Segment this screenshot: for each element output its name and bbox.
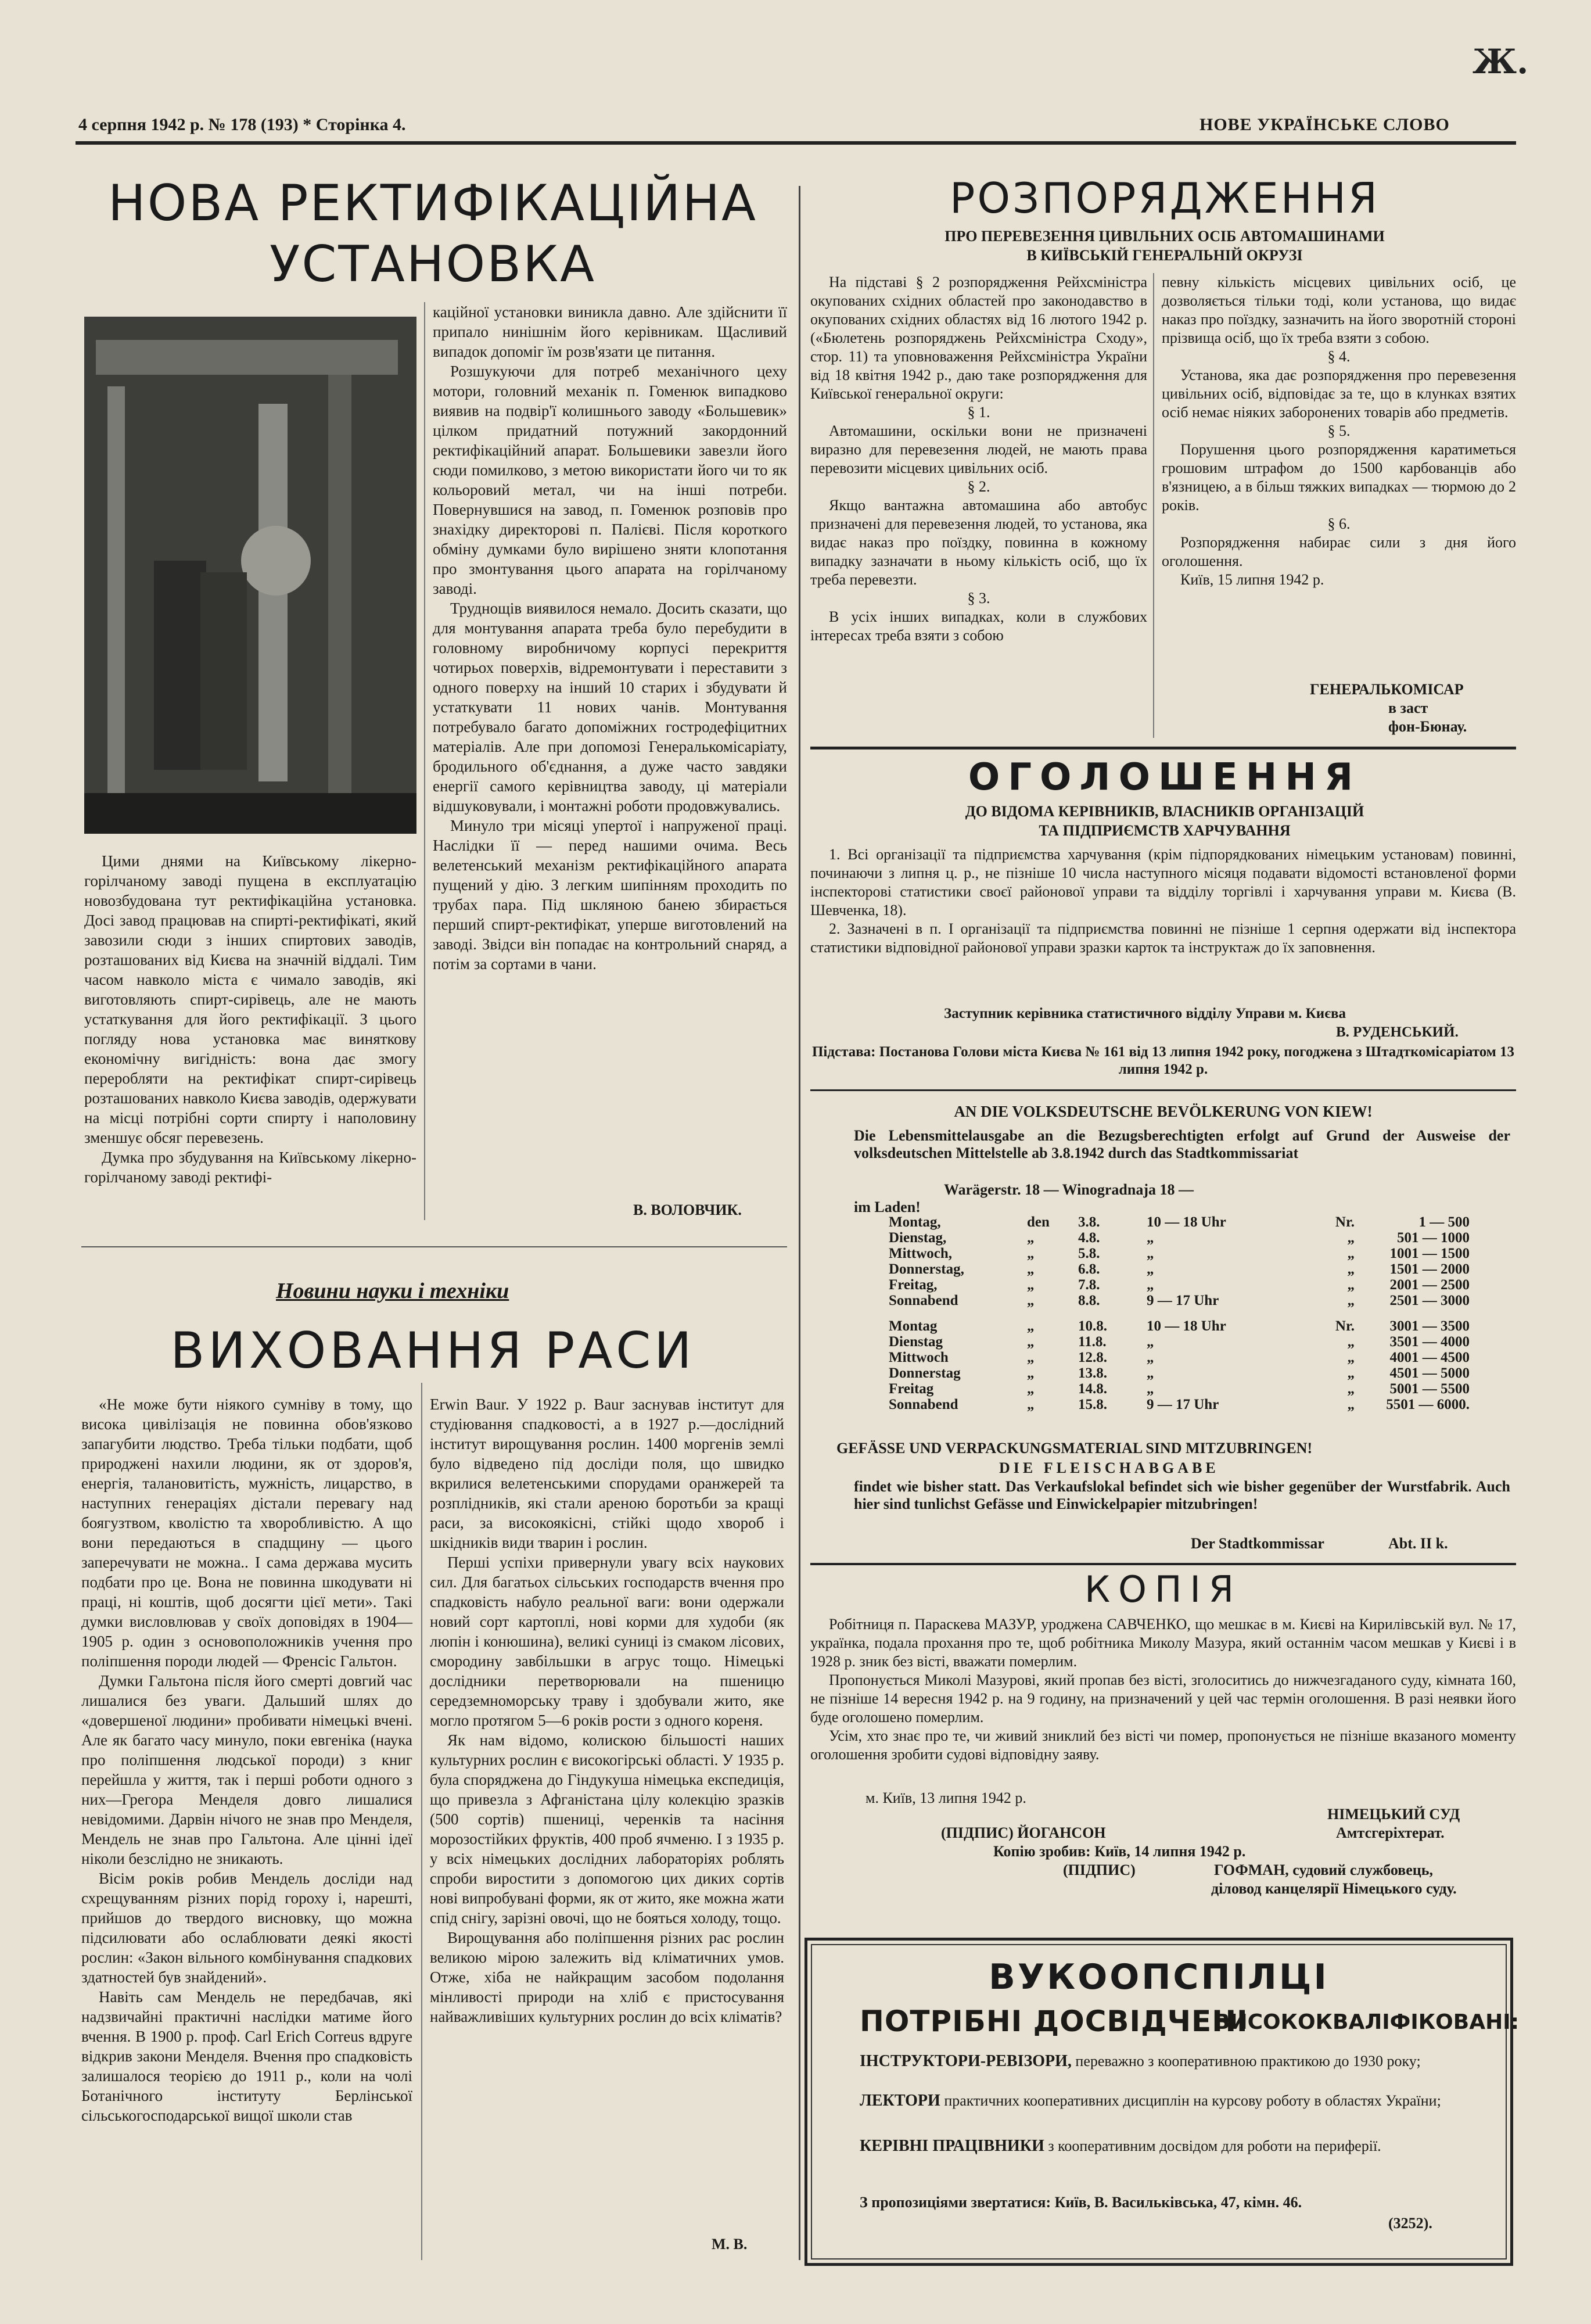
- issue-line: 4 серпня 1942 р. № 178 (193) * Сторінка 4.: [78, 115, 406, 134]
- order-subtitle-1: ПРО ПЕРЕВЕЗЕННЯ ЦИВІЛЬНИХ ОСІБ АВТОМАШИНАМИ: [944, 228, 1385, 245]
- schedule-cell-time: „: [1147, 1381, 1154, 1397]
- article-rect-author: В. ВОЛОВЧИК.: [633, 1202, 742, 1218]
- copy-title: КОПІЯ: [1084, 1568, 1242, 1611]
- schedule-cell-nr: „: [1347, 1246, 1355, 1261]
- copy-court: НІМЕЦЬКИЙ СУД: [1327, 1806, 1460, 1823]
- schedule-cell-den: „: [1027, 1334, 1035, 1350]
- schedule-row: [889, 1214, 1474, 1230]
- announcement-sub-1: ДО ВІДОМА КЕРІВНИКІВ, ВЛАСНИКІВ ОРГАНІЗАЦІЙ: [965, 803, 1364, 820]
- schedule-cell-den: „: [1027, 1318, 1035, 1334]
- factory-photo: [84, 317, 416, 834]
- schedule-cell-range: 1001 — 1500: [1389, 1246, 1470, 1261]
- schedule-cell-day: Sonnabend: [889, 1397, 958, 1412]
- schedule-cell-nr: „: [1347, 1365, 1355, 1381]
- schedule-row: [889, 1334, 1474, 1350]
- schedule-cell-nr: „: [1347, 1397, 1355, 1412]
- copy-sign-2-role: діловод канцелярії Німецького суду.: [1211, 1880, 1457, 1897]
- schedule-cell-time: 9 — 17 Uhr: [1147, 1397, 1219, 1412]
- schedule-cell-date: 5.8.: [1078, 1246, 1100, 1261]
- column-divider: [1153, 273, 1154, 738]
- science-rubric: Новини науки і техніки: [276, 1279, 509, 1303]
- schedule-cell-date: 3.8.: [1078, 1214, 1100, 1230]
- schedule-cell-date: 11.8.: [1078, 1334, 1107, 1350]
- schedule-cell-day: Montag: [889, 1318, 938, 1334]
- ad-item-3: КЕРІВНІ ПРАЦІВНИКИ з кооперативним досвідом для роботи на периферії.: [860, 2137, 1381, 2155]
- schedule-cell-den: „: [1027, 1277, 1035, 1293]
- schedule-cell-date: 14.8.: [1078, 1381, 1107, 1397]
- announcement-body: 1. Всі організації та підприємства харчування (крім підпорядкованих німецьким установам) повинні, починаючи з липня ц. р., не пізніше 10 числа наступного місяця подавати відомості встановленої форми інспекторові статистики своєї районової управи та відділу торгівлі і харчування управи м. Києва (В. Шевченка, 18). 2. Зазначені в п. І організації та підприємства повинні не пізніше 1 серпня одержати від інспектора статистики відповідної районової управи зразки карток та інструктаж до їх заповнення.: [810, 846, 1516, 956]
- column-divider: [424, 302, 425, 1220]
- schedule-cell-den: „: [1027, 1365, 1035, 1381]
- german-im-laden: im Laden!: [854, 1199, 921, 1215]
- schedule-cell-time: „: [1147, 1365, 1154, 1381]
- schedule-cell-nr: „: [1347, 1381, 1355, 1397]
- announcement-sign-role: Заступник керівника статистичного відділу Управи м. Києва: [944, 1006, 1346, 1021]
- schedule-cell-day: Sonnabend: [889, 1293, 958, 1308]
- schedule-cell-day: Montag,: [889, 1214, 941, 1230]
- science-rule-top: [81, 1246, 787, 1247]
- schedule-row: [889, 1365, 1474, 1381]
- schedule-cell-range: 2501 — 3000: [1389, 1293, 1470, 1308]
- header-rule: [76, 141, 1516, 145]
- ad-title: ВУКООПСПІЛЦІ: [989, 1957, 1329, 1997]
- order-subtitle-2: В КИЇВСЬКІЙ ГЕНЕРАЛЬНІЙ ОКРУЗІ: [1026, 247, 1303, 264]
- schedule-cell-day: Mittwoch: [889, 1350, 949, 1365]
- column-divider: [421, 1383, 422, 2260]
- schedule-row: [889, 1293, 1474, 1308]
- schedule-row: [889, 1397, 1474, 1412]
- schedule-cell-range: 2001 — 2500: [1389, 1277, 1470, 1293]
- copy-sign-2-name: ГОФМАН, судовий службовець,: [1214, 1862, 1433, 1878]
- copy-sign-1: (ПІДПИС) ЙОГАНСОН: [941, 1824, 1106, 1841]
- ad-need-line-2: ВИСОКОКВАЛІФІКОВАНІ:: [1214, 2010, 1519, 2034]
- corner-handwritten-mark: Ж.: [1473, 42, 1529, 81]
- schedule-row: [889, 1230, 1474, 1246]
- science-col1: «Не може бути ніякого сумніву в тому, що висока цивілізація не повинна обов'язково запагубити людство. Треба тільки подбати, щоб природжені нахили людини, як от здоров'я, енергія, талановитість, мужність, лицарство, в наступних генераціях дістали перевагу над боягузтвом, кволістю та хворобливістю. А що вони передаються в спадщину — цього заперечувати не можна.. І сама держава мусить подбати про це. Вона не повинна шкодувати ні праці, ні коштів, щоб досягти цієї мети». Такі думки висловлював у своїх доповідях в 1904—1905 р. один з основоположників учення про поліпшення породи людей — Френсіс Гальтон. Думки Гальтона після його смерті довгий час лишалися без уваги. Дальший шлях до «довершеної людини» пробивати німецькі вчені. Але як багато часу минуло, поки евгеніка (наука про поліпшення людської породи) з книг перейшла у життя, так і перші роботи одного з них—Грегора Менделя довго лишалися невідомими. Дарвін нічого не знав про Менделя, Мендель не знав про Гальтона. Але цінні ідеї ніколи безслідно не зникають. Вісім років робив Мендель досліди над схрещуванням різних порід гороху і, нарешті, прийшов до твердого висновку, що можна підсилювати або ослаблювати деякі якості рослин: «Закон вільного комбінування спадкових здатностей був знайдений». Навіть сам Мендель не передбачав, які надзвичайні практичні наслідки матиме його вчення. В 1900 р. проф. Carl Erich Correus вдруге відкрив закони Менделя. Вчення про спадковість залишалося теорією до 1911 р., коли на чолі Ботанічного інституту Берлінської сільськогосподарської вищої школи став: [81, 1396, 412, 2124]
- schedule-cell-den: „: [1027, 1397, 1035, 1412]
- german-intro: Die Lebensmittelausgabe an die Bezugsberechtigten erfolgt auf Grund der Ausweise der volksdeutschen Mittelstelle ab 3.8.1942 durch das Stadtkommissariat: [854, 1127, 1510, 1161]
- order-title: РОЗПОРЯДЖЕННЯ: [949, 174, 1380, 223]
- copy-place-date: м. Київ, 13 липня 1942 р.: [865, 1789, 1026, 1806]
- announcement-basis: Підстава: Постанова Голови міста Києва № 161 від 13 липня 1942 року, погоджена з Штадткомісаріатом 13 липня 1942 р.: [811, 1044, 1515, 1077]
- schedule-cell-day: Freitag: [889, 1381, 934, 1397]
- order-rule: [810, 747, 1516, 749]
- schedule-cell-range: 1 — 500: [1418, 1214, 1470, 1230]
- schedule-cell-time: „: [1147, 1334, 1154, 1350]
- schedule-cell-nr: „: [1347, 1293, 1355, 1308]
- schedule-row: [889, 1261, 1474, 1277]
- schedule-cell-den: „: [1027, 1293, 1035, 1308]
- schedule-cell-date: 10.8.: [1078, 1318, 1107, 1334]
- schedule-cell-range: 501 — 1000: [1397, 1230, 1470, 1246]
- schedule-cell-date: 4.8.: [1078, 1230, 1100, 1246]
- announcement-sign-name: В. РУДЕНСЬКИЙ.: [1336, 1024, 1459, 1040]
- schedule-cell-date: 6.8.: [1078, 1261, 1100, 1277]
- science-title: ВИХОВАННЯ РАСИ: [170, 1322, 695, 1380]
- schedule-cell-range: 4501 — 5000: [1389, 1365, 1470, 1381]
- schedule-cell-time: „: [1147, 1261, 1154, 1277]
- science-author: М. В.: [712, 2236, 748, 2253]
- german-rule: [810, 1563, 1516, 1565]
- copy-made: Копію зробив: Київ, 14 липня 1942 р.: [993, 1843, 1246, 1860]
- german-sign: Der Stadtkommissar: [1191, 1535, 1324, 1552]
- announcement-rule: [810, 1089, 1516, 1091]
- schedule-cell-day: Donnerstag,: [889, 1261, 964, 1277]
- schedule-cell-day: Freitag,: [889, 1277, 938, 1293]
- article-rect-col1: Цими днями на Київському лікерно-горілчаному заводі пущена в експлуатацію новозбудована тут ректифікаційна установка. Досі завод працював на спирті-ректифікаті, який завозили сюди з інших спиртових заводів, розташованих від Києва на значній віддалі. Тим часом навколо міста є чимало заводів, які виготовляють спирт-сирівець, але не мають устаткування для його ректифікації. З цього погляду нова установка має виняткову економічну вигідність: вона дає змогу переробляти на ректифікат спирт-сирівець розташованих навколо Києва заводів, одержувати на місці потрібні сорти спирту і наполовину зменшує обсяг перевезень. Думка про збудування на Київському лікерно-горілчаному заводі ректифі-: [84, 852, 417, 1186]
- german-meat-text: findet wie bisher statt. Das Verkaufslokal befindet sich wie bisher gegenüber der Wurstfabrik. Auch hier sind tunlichst Gefässe und Einwickelpapier mitzubringen!: [854, 1478, 1510, 1512]
- schedule-cell-den: „: [1027, 1350, 1035, 1365]
- schedule-cell-nr: Nr.: [1335, 1318, 1355, 1334]
- schedule-cell-nr: „: [1347, 1350, 1355, 1365]
- schedule-cell-day: Mittwoch,: [889, 1246, 952, 1261]
- order-sign-2: в заст: [1388, 700, 1428, 716]
- schedule-row: [889, 1381, 1474, 1397]
- newspaper-name: НОВЕ УКРАЇНСЬКЕ СЛОВО: [1199, 115, 1450, 134]
- schedule-cell-den: „: [1027, 1381, 1035, 1397]
- schedule-cell-den: „: [1027, 1261, 1035, 1277]
- ad-contact: З пропозиціями звертатися: Київ, В. Васильківська, 47, кімн. 46.: [860, 2194, 1302, 2211]
- ad-need-line-1: ПОТРІБНІ ДОСВІДЧЕНІ: [860, 2004, 1248, 2038]
- schedule-cell-time: „: [1147, 1230, 1154, 1246]
- schedule-cell-nr: „: [1347, 1277, 1355, 1293]
- schedule-cell-nr: „: [1347, 1334, 1355, 1350]
- schedule-cell-date: 12.8.: [1078, 1350, 1107, 1365]
- announcement-sub-2: ТА ПІДПРИЄМСТВ ХАРЧУВАННЯ: [1039, 822, 1291, 839]
- order-sign-3: фон-Бюнау.: [1388, 718, 1467, 735]
- schedule-cell-time: „: [1147, 1350, 1154, 1365]
- schedule-cell-time: 10 — 18 Uhr: [1147, 1318, 1226, 1334]
- schedule-cell-range: 4001 — 4500: [1389, 1350, 1470, 1365]
- vukoopspilka-ad: [805, 1938, 1519, 2266]
- schedule-cell-nr: „: [1347, 1230, 1355, 1246]
- schedule-cell-range: 5501 — 6000.: [1386, 1397, 1470, 1412]
- schedule-cell-nr: Nr.: [1335, 1214, 1355, 1230]
- schedule-cell-range: 3001 — 3500: [1389, 1318, 1470, 1334]
- column-divider: [799, 186, 800, 2260]
- copy-body: Робітниця п. Параскева МАЗУР, уроджена САВЧЕНКО, що мешкає в м. Києві на Кирилівській вул. № 17, українка, подала прохання про те, щоб робітника Миколу Мазура, який останнім часом мешкав у Києві і в 1928 р. зник без вісті, вважати померлим. Пропонується Миколі Мазурові, який пропав без вісті, зголоситись до нижчезгаданого суду, кімната 160, не пізніше 14 вересня 1942 р. на 9 годину, на призначений у цей час термін оголошення. В разі неявки його буде оголошено померлим. Усім, хто знає про те, чи живий зниклий без вісті чи помер, пропонується не пізніше вказаного моменту оголошення зробити судові відповідну заяву.: [810, 1616, 1516, 1763]
- schedule-cell-range: 1501 — 2000: [1389, 1261, 1470, 1277]
- german-title: AN DIE VOLKSDEUTSCHE BEVÖLKERUNG VON KIEW!: [954, 1103, 1373, 1120]
- schedule-row: [889, 1350, 1474, 1365]
- schedule-cell-date: 13.8.: [1078, 1365, 1107, 1381]
- ad-item-2: ЛЕКТОРИ практичних кооперативних дисциплін на курсову роботу в областях України;: [860, 2092, 1441, 2110]
- schedule-cell-den: den: [1027, 1214, 1050, 1230]
- schedule-row: [889, 1246, 1474, 1261]
- schedule-cell-date: 15.8.: [1078, 1397, 1107, 1412]
- german-bring: GEFÄSSE UND VERPACKUNGSMATERIAL SIND MITZUBRINGEN!: [836, 1440, 1313, 1457]
- schedule-cell-day: Donnerstag: [889, 1365, 961, 1381]
- schedule-cell-den: „: [1027, 1230, 1035, 1246]
- article-title-line1: НОВА РЕКТИФІКАЦІЙНА: [108, 174, 757, 232]
- schedule-cell-time: „: [1147, 1277, 1154, 1293]
- copy-sign-2: (ПІДПИС): [1063, 1862, 1136, 1878]
- schedule-row: [889, 1308, 1474, 1334]
- order-col1: На підставі § 2 розпорядження Рейхсміністра окупованих східних областей про законодавство в окупованих східних областях від 16 лютого 1942 р. («Бюлетень розпоряджень Рейхсміністра Сходу», стор. 11) та уповноваження Рейхсміністра України від 18 квітня 1942 р., даю таке розпорядження для Київської генеральної округи: § 1. Автомашини, оскільки вони не призначені виразно для перевезення людей, не мають права перевозити місцевих цивільних осіб. § 2. Якщо вантажна автомашина або автобус призначені для перевезення людей, то установа, яка видає наказ про поїздку, повинна в кожному випадку зазначати в ньому кількість осіб, що їх треба перевезти. § 3. В усіх інших випадках, коли в службових інтересах треба взяти з собою: [810, 274, 1147, 644]
- schedule-cell-time: „: [1147, 1246, 1154, 1261]
- schedule-row: [889, 1277, 1474, 1293]
- schedule-cell-nr: „: [1347, 1261, 1355, 1277]
- order-col2: певну кількість місцевих цивільних осіб, це дозволяється тільки тоді, коли установа, що видає наказ про поїздку, зазначить на його зворотній стороні прізвища осіб, що їх треба взяти з собою. § 4. Установа, яка дає розпорядження про перевезення цивільних осіб, відповідає за те, що в клунках взятих осіб немає ніяких заборонених товарів або предметів. § 5. Порушення цього розпорядження каратиметься грошовим штрафом до 1500 карбованців або в'язницею, а в більш тяжких випадках — тюрмою до 2 років. § 6. Розпорядження набирає сили з дня його оголошення. Київ, 15 липня 1942 р.: [1162, 274, 1516, 588]
- distribution-schedule-table: [889, 1214, 1474, 1412]
- article-title-line2: УСТАНОВКА: [269, 235, 597, 293]
- schedule-cell-date: 7.8.: [1078, 1277, 1100, 1293]
- announcement-title: ОГОЛОШЕННЯ: [968, 756, 1362, 799]
- german-meat-title: DIE FLEISCHABGABE: [999, 1459, 1219, 1476]
- schedule-cell-time: 9 — 17 Uhr: [1147, 1293, 1219, 1308]
- schedule-cell-range: 5001 — 5500: [1389, 1381, 1470, 1397]
- ad-code: (3252).: [1388, 2215, 1432, 2232]
- ad-item-1: ІНСТРУКТОРИ-РЕВІЗОРИ, переважно з кооперативною практикою до 1930 року;: [860, 2052, 1421, 2070]
- order-sign-1: ГЕНЕРАЛЬКОМІСАР: [1310, 681, 1464, 698]
- copy-court-role: Амтсгеріхтерат.: [1336, 1824, 1445, 1841]
- german-address: Warägerstr. 18 — Winogradnaja 18 —: [944, 1181, 1194, 1198]
- science-col2: Erwin Baur. У 1922 р. Baur заснував інститут для студіювання спадковості, а в 1927 р.—дослідний інститут вирощування рослин. 1400 моргенів землі було відведено під досліди поля, що швидко вкрилися велетенськими спорудами оранжерей та розплідників, які стали ареною боротьби за кращі раси, за високоякісні, стійкі щодо хвороб і шкідників види тварин і рослин. Перші успіхи привернули увагу всіх наукових сил. Для багатьох сільських господарств вчення про спадковість набуло реальної ваги: вони одержали новий сорт картоплі, нові корми для худоби (як люпін і конюшина), великі суниці із смаком лісових, смородину завбільшки в агрус тощо. Німецькі дослідники перетворювали на пшеницю середземноморську траву і здобували жито, яке могло протягом 5—6 років рости з одного кореня. Як нам відомо, колискою більшості наших культурних рослин є високогірські області. У 1935 р. була споряджена до Гіндукуша німецька експедиція, що привезла з Афганістана цілу колекцію зразків (500 сортів) пшениці, черенків та насіння морозостійких фруктів, 400 проб ячменю. І з 1935 р. у всіх німецьких дослідних лабораторіях роблять спроби виростити з допомогою цих диких сортів нові випробувані форми, як от жито, яке можна жати спід снігу, зарізні овочі, що не бояться холоду, тощо. Вирощування або поліпшення різних рас рослин великою мірою залежить від кліматичних умов. Отже, хіба не найкращим засобом подолання мінливості природи на хліб є пристосування найважливіших культурних рослин до всіх кліматів?: [430, 1396, 784, 2025]
- schedule-cell-day: Dienstag: [889, 1334, 943, 1350]
- article-rect-col2: каційної установки виникла давно. Але здійснити її припало нинішнім його керівникам. Щасливий випадок допоміг їм розв'язати це питання. Розшукуючи для потреб механічного цеху мотори, головний механік п. Гоменюк випадково виявив на подвір'ї колишнього заводу «Большевик» цілком придатний потужний закордонний ректифікаційний апарат. Большевики завезли його сюди помилково, з метою використати його чи то як кольоровий метал, чи на інші потреби. Повернувшися на завод, п. Гоменюк розповів про знахідку директорові п. Палієві. Після короткого обміну думками було вирішено зняти клопотання про змонтування цього апарата на горілчаному заводі. Труднощів виявилося немало. Досить сказати, що для монтування апарата треба було перебудити в головному виробничому корпусі перекриття чотирьох поверхів, відремонтувати і переставити з одного поверху на інший 10 старих і збудувати й устаткувати 11 нових чанів. Монтування потребувало багато допоміжних гостродефіцитних матеріалів. Але при допомозі Генералькомісаріату, бродильного об'єднання, а дуже часто завдяки енергії самого керівництва заводу, ці матеріали відшуковували, і монтажні роботи продовжувались. Минуло три місяці упертої і напруженої праці. Наслідки її — перед нашими очима. Весь велетенський механізм ректифікаційного апарата пущений у дію. З легким шипінням проходить по трубах пара. Під шкляною банею збирається перший спирт-ректифікат, уперше виготовлений на заводі. Звідси він попадає на контрольний снаряд, а потім за сортами в чани.: [433, 303, 787, 973]
- schedule-cell-range: 3501 — 4000: [1389, 1334, 1470, 1350]
- german-sign-dept: Abt. II k.: [1388, 1535, 1448, 1552]
- schedule-cell-day: Dienstag,: [889, 1230, 947, 1246]
- schedule-cell-den: „: [1027, 1246, 1035, 1261]
- schedule-cell-date: 8.8.: [1078, 1293, 1100, 1308]
- schedule-cell-time: 10 — 18 Uhr: [1147, 1214, 1226, 1230]
